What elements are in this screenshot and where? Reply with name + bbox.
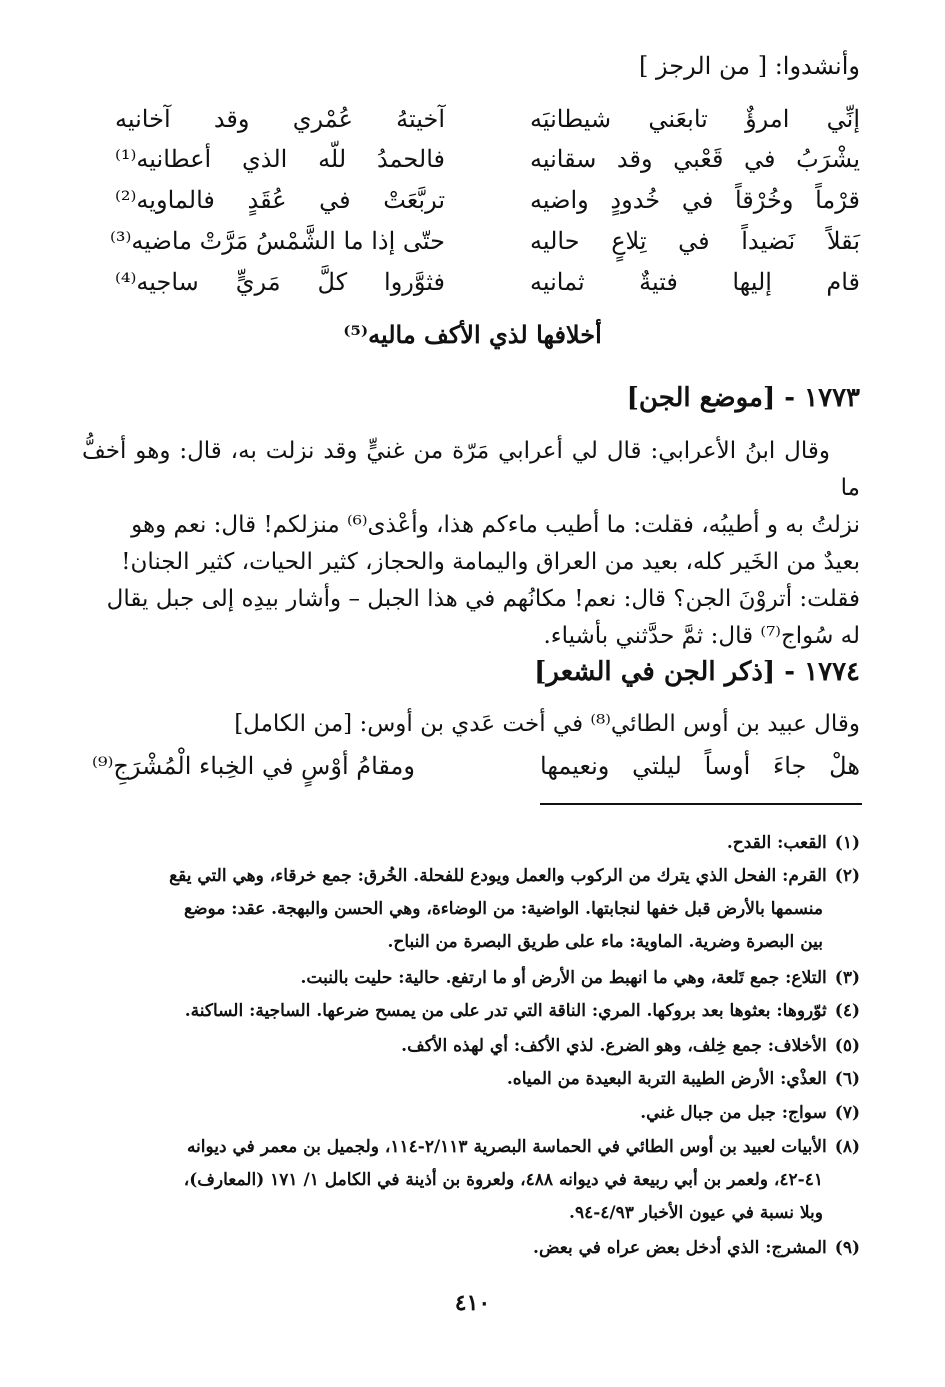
footnote-number: (٦) xyxy=(834,1069,860,1089)
verse-second-hemistich: حتّى إذا ما الشَّمْسُ مَرَّتْ ماضيه⁽³⁾ xyxy=(109,227,445,255)
verse-row xyxy=(91,752,860,792)
footnote xyxy=(90,995,860,1028)
verse-first-hemistich: قرْماً وخُرْقاً في خُدودٍ واضيه xyxy=(530,186,860,214)
poem-intro: وأنشدوا: [ من الرجز ] xyxy=(639,52,860,80)
footnote-divider xyxy=(540,803,862,805)
verse-row xyxy=(115,145,860,185)
footnote-text: الأبيات لعبيد بن أوس الطائي في الحماسة البصرية ٢/١١٣-١١٤، ولجميل بن معمر في ديوانه xyxy=(186,1137,827,1157)
footnote-text: سواج: جبل من جبال غني. xyxy=(640,1103,827,1123)
verse-second-hemistich: آخيتهُ عُمْري وقد آخانيه xyxy=(115,105,445,133)
footnote xyxy=(90,1131,860,1164)
verse-row xyxy=(115,105,860,145)
footnote-number: (١) xyxy=(834,833,860,853)
footnote-continuation: منسمها بالأرض قبل خفها لنجابتها. الواضية: من الوضاءة، وهي الحسن والبهجة. عقد: موضع xyxy=(184,899,823,919)
footnote-text: ثوّروها: بعثوها بعد بروكها. المري: الناقة التي تدر على من يمسح ضرعها. الساجية: الساكنة. xyxy=(184,1001,827,1021)
footnote xyxy=(90,1063,860,1096)
footnote-continuation: ٤١-٤٢، ولعمر بن أبي ربيعة في ديوانه ٤٨٨، ولعروة بن أذينة في الكامل ١/ ١٧١ (المعارف)، xyxy=(183,1170,823,1190)
footnote xyxy=(90,1097,860,1130)
verse-second-hemistich: فثوَّروا كلَّ مَريٍّ ساجيه⁽⁴⁾ xyxy=(115,268,445,296)
footnote-number: (٤) xyxy=(834,1001,860,1021)
footnote-continuation: وبلا نسبة في عيون الأخبار ٤/٩٣-٩٤. xyxy=(569,1203,823,1223)
verse-first-hemistich: يشْرَبُ في قَعْبي وقد سقانيه xyxy=(530,145,860,173)
paragraph-line: بعيدٌ من الخَير كله، بعيد من العراق واليمامة والحجاز، كثير الحيات، كثير الجنان! xyxy=(121,549,860,575)
verse-row xyxy=(109,227,860,267)
footnote-text: المشرج: الذي أدخل بعض عراه في بعض. xyxy=(533,1238,827,1258)
footnote-text: القرم: الفحل الذي يترك من الركوب والعمل ويودع للفحلة. الخُرق: جمع خرقاء، وهي التي يقع xyxy=(169,866,827,886)
final-verse: أخلافها لذي الأكف ماليه⁽⁵⁾ xyxy=(343,320,602,349)
paragraph-line: نزلتُ به و أطيبُه، فقلت: ما أطيب ماءكم هذا، وأعْذى⁽⁶⁾ منزلكم! قال: نعم وهو xyxy=(131,512,860,538)
footnote-number: (٨) xyxy=(834,1137,860,1157)
footnote xyxy=(90,860,860,893)
footnote xyxy=(90,962,860,995)
footnote xyxy=(90,827,860,860)
verse-first-hemistich: بَقلاً نَضيداً في تِلاعٍ حاليه xyxy=(530,227,860,255)
footnote-number: (٧) xyxy=(834,1103,860,1123)
page-number: ٤١٠ xyxy=(454,1290,491,1316)
footnote-number: (٥) xyxy=(834,1036,860,1056)
paragraph-line: فقلت: أتروْنَ الجن؟ قال: نعم! مكانُهم في هذا الجبل – وأشار بيدِه إلى جبل يقال xyxy=(106,586,860,612)
footnote-number: (٩) xyxy=(834,1238,860,1258)
footnote xyxy=(90,1030,860,1063)
verse-second-hemistich: فالحمدُ للّه الذي أعطانيه⁽¹⁾ xyxy=(115,145,445,173)
footnote-text: العذْي: الأرض الطيبة التربة البعيدة من المياه. xyxy=(506,1069,827,1089)
verse-first-hemistich: هلْ جاءَ أوساً ليلتي ونعيمها xyxy=(540,752,860,780)
footnote-text: التلاع: جمع تَلعة، وهي ما انهبط من الأرض أو ما ارتفع. حالية: حليت بالنبت. xyxy=(300,968,827,988)
footnote-text: الأخلاف: جمع خِلف، وهو الضرع. لذي الأكف: أي لهذه الأكف. xyxy=(401,1036,827,1056)
poem-intro: وقال عبيد بن أوس الطائي⁽⁸⁾ في أخت عَدي بن أوس: [من الكامل] xyxy=(234,711,860,737)
section-heading: ١٧٧٣ - [موضع الجن] xyxy=(626,383,860,413)
verse-second-hemistich: ومقامُ أوْسٍ في الخِباء الْمُشْرَجِ⁽⁹⁾ xyxy=(91,752,415,780)
verse-first-hemistich: إنِّي امرؤٌ تابعَني شيطانيَه xyxy=(530,105,860,133)
footnote-number: (٢) xyxy=(834,866,860,886)
section-paragraph xyxy=(82,433,860,655)
footnote-text: القعب: القدح. xyxy=(726,833,827,853)
footnote-number: (٣) xyxy=(834,968,860,988)
footnote xyxy=(90,1232,860,1265)
paragraph-line: وقال ابنُ الأعرابي: قال لي أعرابي مَرّة من غنيٍّ وقد نزلت به، قال: وهو أخفُّ ما xyxy=(82,438,860,501)
footnote-continuation: بين البصرة وضرية. الماوية: ماء على طريق البصرة من النباح. xyxy=(387,932,823,952)
verse-row xyxy=(115,186,860,226)
verse-row xyxy=(115,268,860,308)
section-heading: ١٧٧٤ - [ذكر الجن في الشعر] xyxy=(534,657,860,687)
paragraph-line: له سُواج⁽⁷⁾ قال: ثمَّ حدَّثني بأشياء. xyxy=(543,623,860,649)
verse-first-hemistich: قام إليها فتيةٌ ثمانيه xyxy=(530,268,860,296)
verse-second-hemistich: تربَّعَتْ في عُقَدٍ فالماويه⁽²⁾ xyxy=(115,186,445,214)
